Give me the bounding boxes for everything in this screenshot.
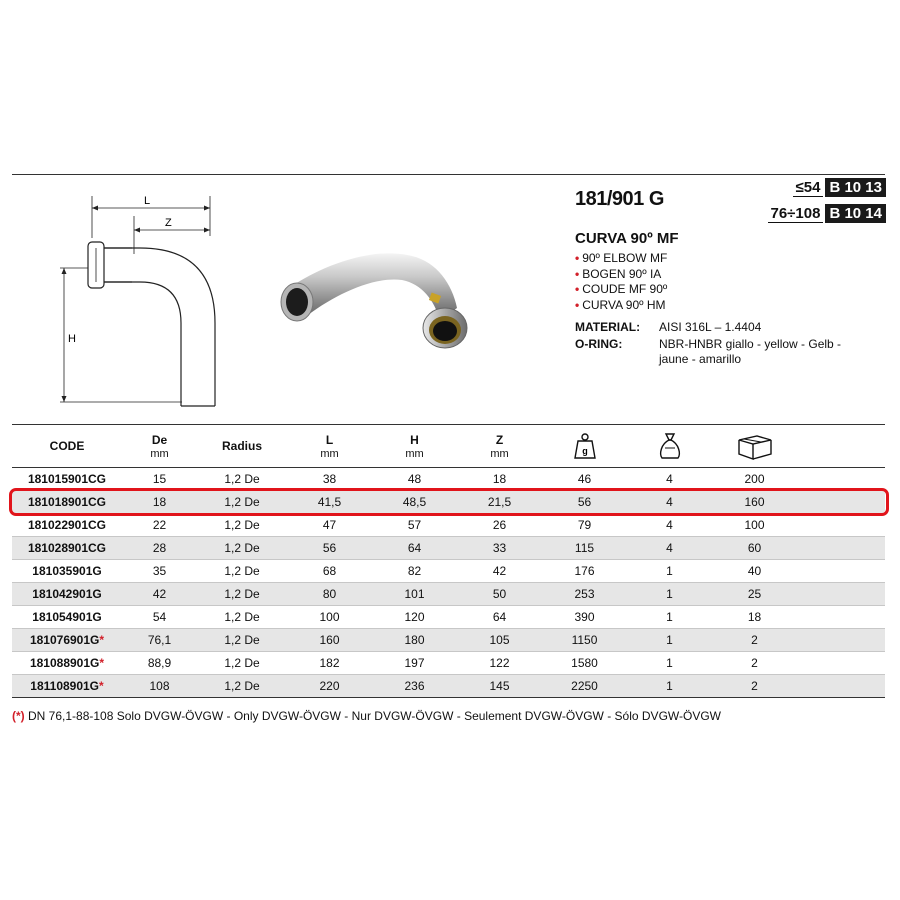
cell-radius: 1,2 De — [197, 606, 287, 629]
cell-box: 18 — [712, 606, 797, 629]
cell-code: 181108901G* — [12, 675, 122, 698]
cell-radius: 1,2 De — [197, 652, 287, 675]
cell-h: 101 — [372, 583, 457, 606]
row-highlight-box — [9, 488, 889, 516]
cell-weight: 253 — [542, 583, 627, 606]
cell-l: 56 — [287, 537, 372, 560]
cell-code: 181028901CG — [12, 537, 122, 560]
header-box — [712, 425, 797, 468]
cell-empty — [797, 629, 885, 652]
cell-z: 122 — [457, 652, 542, 675]
cell-l: 41,5 — [287, 491, 372, 514]
cell-box: 2 — [712, 652, 797, 675]
cell-box: 60 — [712, 537, 797, 560]
cell-bag: 1 — [627, 560, 712, 583]
cell-h: 197 — [372, 652, 457, 675]
cell-bag: 1 — [627, 583, 712, 606]
approval-small: ≤54 B 10 13 — [793, 178, 886, 197]
cell-code: 181035901G — [12, 560, 122, 583]
cell-code: 181088901G* — [12, 652, 122, 675]
cell-de: 76,1 — [122, 629, 197, 652]
table-row — [12, 537, 885, 560]
cell-code: 181022901CG — [12, 514, 122, 537]
cell-radius: 1,2 De — [197, 537, 287, 560]
elbow-dimension-diagram — [22, 186, 252, 416]
table-row — [12, 606, 885, 629]
header-z: Z mm — [457, 425, 542, 468]
product-photo — [262, 236, 477, 356]
svg-text:g: g — [581, 446, 588, 456]
header-l: L mm — [287, 425, 372, 468]
cell-l: 38 — [287, 468, 372, 491]
cell-weight: 1150 — [542, 629, 627, 652]
cell-weight: 56 — [542, 491, 627, 514]
cell-h: 180 — [372, 629, 457, 652]
cell-radius: 1,2 De — [197, 583, 287, 606]
dim-z-label: Z — [165, 217, 172, 229]
approval-large: 76÷108 B 10 14 — [768, 204, 887, 223]
cell-empty — [797, 560, 885, 583]
header-bag — [627, 425, 712, 468]
material-label: MATERIAL: — [575, 320, 641, 334]
translation-item: • CURVA 90º HM — [575, 297, 666, 312]
cell-box: 2 — [712, 675, 797, 698]
table-row — [12, 629, 885, 652]
cell-de: 108 — [122, 675, 197, 698]
cell-z: 64 — [457, 606, 542, 629]
table-row — [12, 560, 885, 583]
cell-bag: 1 — [627, 629, 712, 652]
translations-list — [575, 251, 667, 313]
cell-code: 181076901G* — [12, 629, 122, 652]
cell-code: 181018901CG — [12, 491, 122, 514]
cell-z: 18 — [457, 468, 542, 491]
cell-code: 181042901G — [12, 583, 122, 606]
oring-row — [575, 337, 875, 371]
cell-bag: 4 — [627, 537, 712, 560]
cell-l: 47 — [287, 514, 372, 537]
cell-de: 18 — [122, 491, 197, 514]
cell-radius: 1,2 De — [197, 675, 287, 698]
product-code: 181/901 G — [575, 188, 664, 210]
translation-item: • BOGEN 90º IA — [575, 266, 662, 281]
cell-empty — [797, 514, 885, 537]
cell-z: 145 — [457, 675, 542, 698]
cell-de: 54 — [122, 606, 197, 629]
cell-bag: 1 — [627, 606, 712, 629]
table-row — [12, 514, 885, 537]
header-code: CODE — [12, 425, 122, 468]
cell-h: 48,5 — [372, 491, 457, 514]
cell-de: 42 — [122, 583, 197, 606]
cell-radius: 1,2 De — [197, 629, 287, 652]
cell-weight: 115 — [542, 537, 627, 560]
cell-empty — [797, 652, 885, 675]
cell-l: 160 — [287, 629, 372, 652]
cell-z: 50 — [457, 583, 542, 606]
cell-h: 120 — [372, 606, 457, 629]
cell-z: 33 — [457, 537, 542, 560]
cell-code: 181054901G — [12, 606, 122, 629]
cell-de: 35 — [122, 560, 197, 583]
cell-z: 21,5 — [457, 491, 542, 514]
dim-h-label: H — [68, 333, 76, 345]
cell-bag: 4 — [627, 514, 712, 537]
cell-z: 42 — [457, 560, 542, 583]
spec-table — [12, 424, 885, 698]
cell-radius: 1,2 De — [197, 468, 287, 491]
cell-weight: 176 — [542, 560, 627, 583]
cell-box: 25 — [712, 583, 797, 606]
material-row — [575, 320, 875, 336]
footnote-text: DN 76,1-88-108 Solo DVGW-ÖVGW - Only DVGW-ÖVGW - Nur DVGW-ÖVGW - Seulement DVGW-ÖVGW - Sólo DVGW-ÖVGW — [24, 709, 721, 723]
translation-item: • COUDE MF 90º — [575, 282, 668, 296]
header-de: De mm — [122, 425, 197, 468]
cell-l: 80 — [287, 583, 372, 606]
cell-empty — [797, 583, 885, 606]
cell-box: 40 — [712, 560, 797, 583]
cell-h: 48 — [372, 468, 457, 491]
cell-weight: 1580 — [542, 652, 627, 675]
cell-l: 100 — [287, 606, 372, 629]
cell-h: 64 — [372, 537, 457, 560]
cell-bag: 1 — [627, 652, 712, 675]
cell-l: 182 — [287, 652, 372, 675]
cell-weight: 390 — [542, 606, 627, 629]
cell-bag: 4 — [627, 491, 712, 514]
cell-code: 181015901CG — [12, 468, 122, 491]
box-icon — [737, 432, 773, 460]
cell-de: 22 — [122, 514, 197, 537]
cell-l: 68 — [287, 560, 372, 583]
cell-weight: 2250 — [542, 675, 627, 698]
footnote — [12, 709, 721, 723]
oring-value: NBR-HNBR giallo - yellow - Gelb - jaune - amarillo — [659, 337, 842, 366]
top-rule — [12, 174, 885, 175]
header-radius: Radius — [197, 425, 287, 468]
translation-item: • 90º ELBOW MF — [575, 251, 668, 265]
cell-radius: 1,2 De — [197, 514, 287, 537]
cell-radius: 1,2 De — [197, 491, 287, 514]
cell-de: 28 — [122, 537, 197, 560]
header-h: H mm — [372, 425, 457, 468]
cell-h: 57 — [372, 514, 457, 537]
dim-l-label: L — [144, 195, 151, 207]
cell-h: 236 — [372, 675, 457, 698]
product-name: CURVA 90º MF — [575, 230, 679, 247]
cell-box: 2 — [712, 629, 797, 652]
cell-bag: 1 — [627, 675, 712, 698]
cell-weight: 79 — [542, 514, 627, 537]
cell-de: 88,9 — [122, 652, 197, 675]
cell-weight: 46 — [542, 468, 627, 491]
table-row — [12, 652, 885, 675]
cell-empty — [797, 606, 885, 629]
cell-z: 26 — [457, 514, 542, 537]
footnote-mark: (*) — [12, 709, 25, 723]
cell-box: 200 — [712, 468, 797, 491]
table-row — [12, 675, 885, 698]
table-row — [12, 583, 885, 606]
oring-label: O-RING: — [575, 337, 623, 351]
weight-g-icon — [574, 433, 596, 459]
bag-icon — [658, 432, 682, 460]
cell-empty — [797, 537, 885, 560]
cell-l: 220 — [287, 675, 372, 698]
header-empty — [797, 425, 885, 468]
cell-de: 15 — [122, 468, 197, 491]
header-weight — [542, 425, 627, 468]
table-header-row — [12, 425, 885, 468]
cell-z: 105 — [457, 629, 542, 652]
cell-empty — [797, 675, 885, 698]
cell-radius: 1,2 De — [197, 560, 287, 583]
material-value: AISI 316L – 1.4404 — [659, 320, 762, 334]
cell-box: 160 — [712, 491, 797, 514]
cell-box: 100 — [712, 514, 797, 537]
cell-h: 82 — [372, 560, 457, 583]
cell-bag: 4 — [627, 468, 712, 491]
